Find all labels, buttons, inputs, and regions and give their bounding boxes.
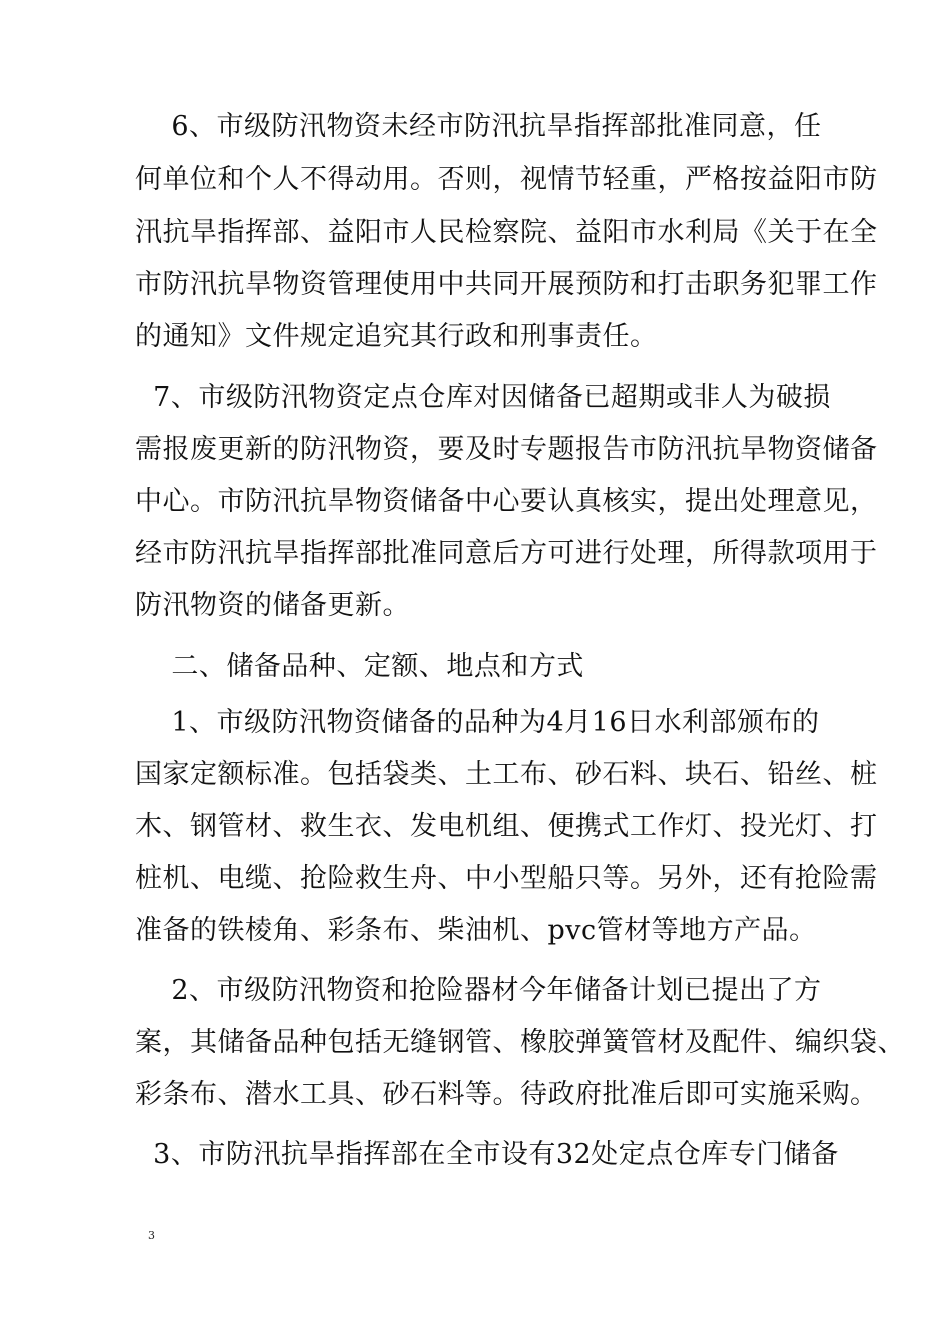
text-line: 经市防汛抗旱指挥部批准同意后方可进行处理，所得款项用于: [135, 538, 878, 569]
text-line: 案，其储备品种包括无缝钢管、橡胶弹簧管材及配件、编织袋、: [135, 1027, 905, 1058]
text-line: 2、市级防汛物资和抢险器材今年储备计划已提出了方: [135, 975, 822, 1006]
text-line: 汛抗旱指挥部、益阳市人民检察院、益阳市水利局《关于在全: [135, 217, 878, 248]
page-number: 3: [148, 1229, 155, 1242]
text-line: 的通知》文件规定追究其行政和刑事责任。: [135, 321, 658, 352]
section-heading: 二、储备品种、定额、地点和方式: [135, 651, 584, 682]
text-line: 国家定额标准。包括袋类、土工布、砂石料、块石、铅丝、桩: [135, 759, 878, 790]
text-line: 准备的铁棱角、彩条布、柴油机、pvc管材等地方产品。: [135, 915, 817, 946]
text-line: 中心。市防汛抗旱物资储备中心要认真核实，提出处理意见，: [135, 486, 878, 517]
text-line: 6、市级防汛物资未经市防汛抗旱指挥部批准同意，任: [135, 111, 822, 142]
text-line: 3、市防汛抗旱指挥部在全市设有32处定点仓库专门储备: [135, 1139, 839, 1170]
text-line: 何单位和个人不得动用。否则，视情节轻重，严格按益阳市防: [135, 164, 878, 195]
text-line: 1、市级防汛物资储备的品种为4月16日水利部颁布的: [135, 707, 820, 738]
text-line: 桩机、电缆、抢险救生舟、中小型船只等。另外，还有抢险需: [135, 863, 878, 894]
text-line: 需报废更新的防汛物资，要及时专题报告市防汛抗旱物资储备: [135, 434, 878, 465]
text-line: 7、市级防汛物资定点仓库对因储备已超期或非人为破损: [135, 382, 831, 413]
text-line: 木、钢管材、救生衣、发电机组、便携式工作灯、投光灯、打: [135, 811, 878, 842]
text-line: 防汛物资的储备更新。: [135, 590, 410, 621]
text-line: 彩条布、潜水工具、砂石料等。待政府批准后即可实施采购。: [135, 1079, 878, 1110]
text-line: 市防汛抗旱物资管理使用中共同开展预防和打击职务犯罪工作: [135, 269, 878, 300]
